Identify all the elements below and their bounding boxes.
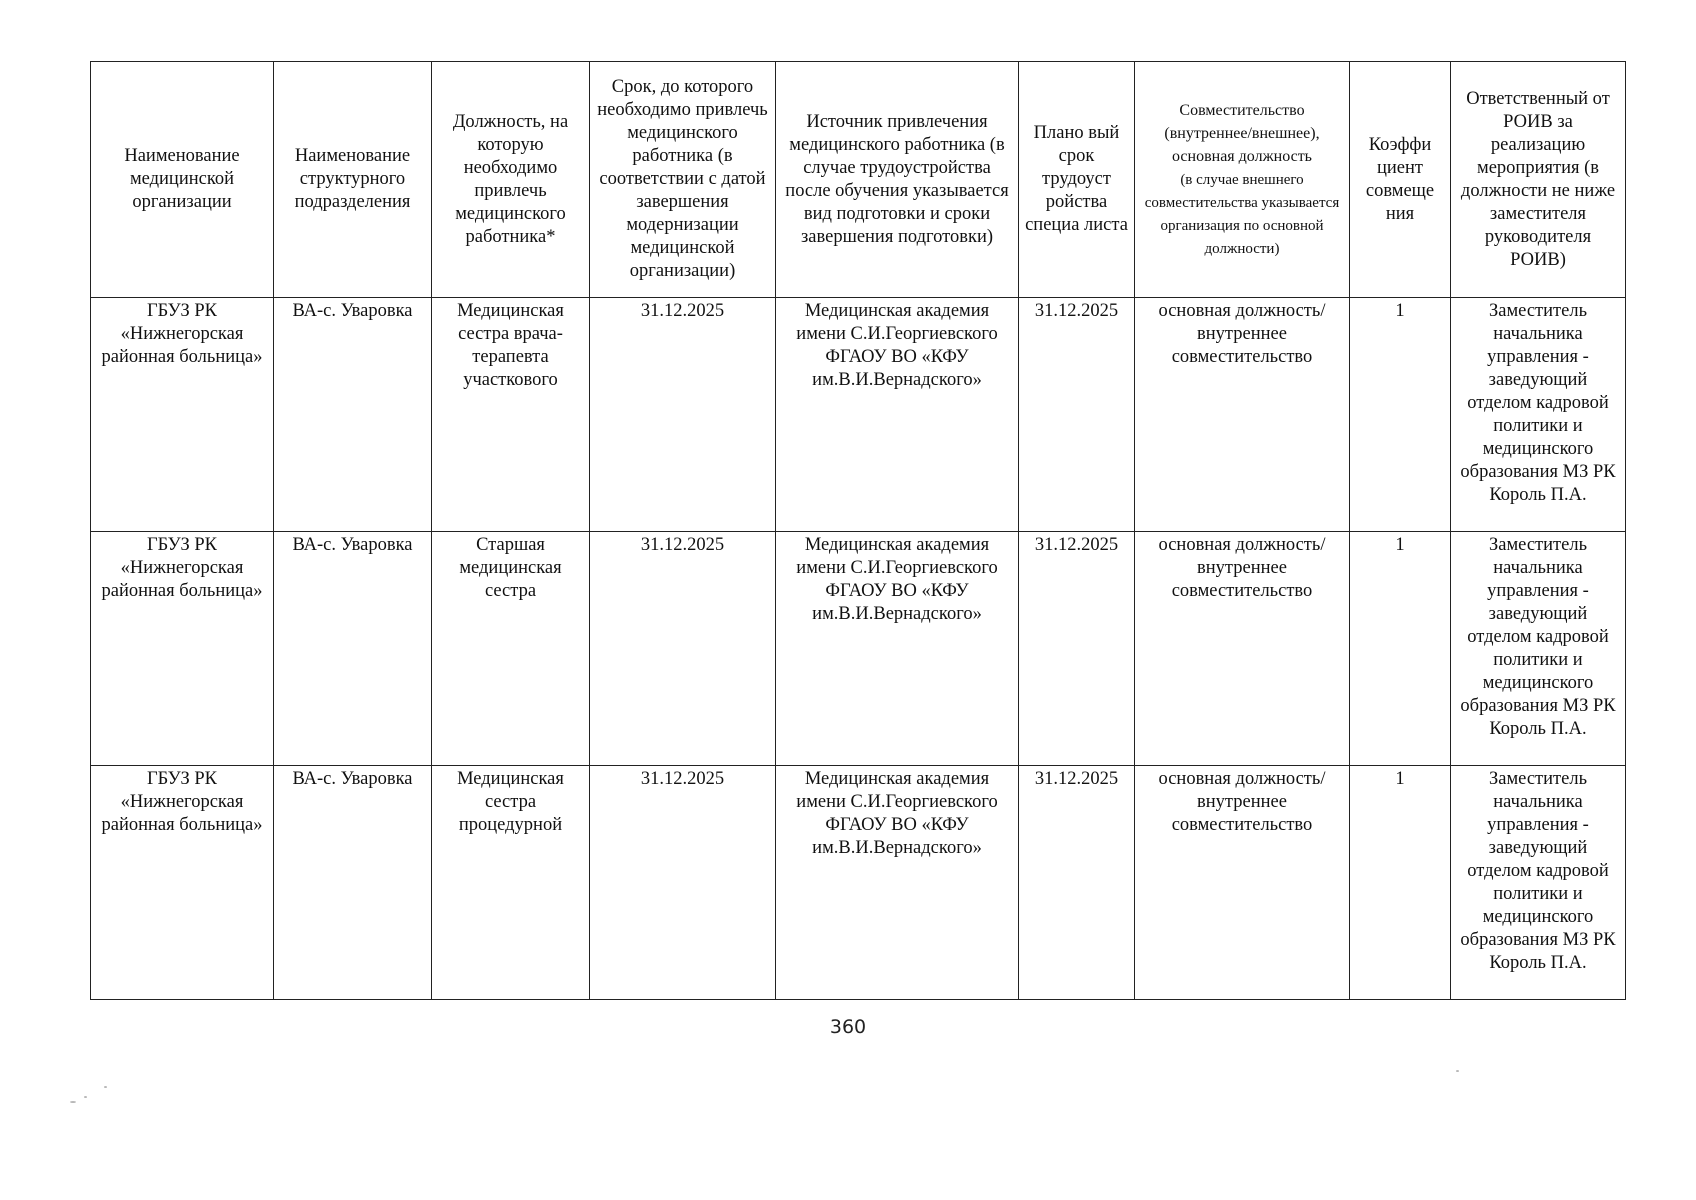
header-deadline: Срок, до которого необходимо привлечь медицинского работника (в соответствии с датой завершения модернизации медицинской организации) xyxy=(590,62,776,298)
cell-organization: ГБУЗ РК «Нижнегорская районная больница» xyxy=(91,766,274,1000)
cell-deadline: 31.12.2025 xyxy=(590,298,776,532)
scan-speck xyxy=(70,1101,76,1103)
cell-combination: основная должность/ внутреннее совместительство xyxy=(1135,766,1350,1000)
table-row xyxy=(91,532,1626,766)
header-organization: Наименование медицинской организации xyxy=(91,62,274,298)
cell-subdivision: ВА-с. Уваровка xyxy=(274,766,432,1000)
cell-coefficient: 1 xyxy=(1350,298,1451,532)
header-source: Источник привлечения медицинского работника (в случае трудоустройства после обучения указывается вид подготовки и сроки завершения подготовки) xyxy=(776,62,1019,298)
cell-planned-date: 31.12.2025 xyxy=(1019,766,1135,1000)
header-responsible: Ответственный от РОИВ за реализацию мероприятия (в должности не ниже заместителя руководителя РОИВ) xyxy=(1451,62,1626,298)
cell-responsible: Заместитель начальника управления - заведующий отделом кадровой политики и медицинского образования МЗ РК Король П.А. xyxy=(1451,532,1626,766)
scan-speck xyxy=(104,1086,107,1088)
cell-coefficient: 1 xyxy=(1350,766,1451,1000)
cell-position: Медицинская сестра врача-терапевта участкового xyxy=(432,298,590,532)
cell-combination: основная должность/ внутреннее совместительство xyxy=(1135,298,1350,532)
cell-position: Медицинская сестра процедурной xyxy=(432,766,590,1000)
page-number: 360 xyxy=(829,1016,867,1038)
cell-source: Медицинская академия имени С.И.Георгиевского ФГАОУ ВО «КФУ им.В.И.Вернадского» xyxy=(776,298,1019,532)
table-row xyxy=(91,298,1626,532)
cell-coefficient: 1 xyxy=(1350,532,1451,766)
cell-planned-date: 31.12.2025 xyxy=(1019,532,1135,766)
scan-speck xyxy=(1456,1070,1459,1072)
cell-organization: ГБУЗ РК «Нижнегорская районная больница» xyxy=(91,298,274,532)
scan-speck xyxy=(84,1096,87,1098)
table-header-row xyxy=(91,62,1626,298)
header-combination-main: Совместительство (внутреннее/внешнее), основная должность xyxy=(1164,102,1320,165)
header-planned-date: Плано вый срок трудоуст ройства специа листа xyxy=(1019,62,1135,298)
cell-planned-date: 31.12.2025 xyxy=(1019,298,1135,532)
cell-responsible: Заместитель начальника управления - заведующий отделом кадровой политики и медицинского образования МЗ РК Король П.А. xyxy=(1451,766,1626,1000)
cell-responsible: Заместитель начальника управления - заведующий отделом кадровой политики и медицинского образования МЗ РК Король П.А. xyxy=(1451,298,1626,532)
header-coefficient: Коэффи циент совмеще ния xyxy=(1350,62,1451,298)
cell-source: Медицинская академия имени С.И.Георгиевского ФГАОУ ВО «КФУ им.В.И.Вернадского» xyxy=(776,532,1019,766)
cell-subdivision: ВА-с. Уваровка xyxy=(274,532,432,766)
cell-organization: ГБУЗ РК «Нижнегорская районная больница» xyxy=(91,532,274,766)
staffing-table xyxy=(90,61,1626,1000)
header-position: Должность, на которую необходимо привлечь медицинского работника* xyxy=(432,62,590,298)
header-combination-note: (в случае внешнего совместительства указывается организация по основной должности) xyxy=(1144,172,1340,257)
cell-deadline: 31.12.2025 xyxy=(590,766,776,1000)
cell-position: Старшая медицинская сестра xyxy=(432,532,590,766)
cell-deadline: 31.12.2025 xyxy=(590,532,776,766)
table-row xyxy=(91,766,1626,1000)
cell-combination: основная должность/ внутреннее совместительство xyxy=(1135,532,1350,766)
cell-source: Медицинская академия имени С.И.Георгиевского ФГАОУ ВО «КФУ им.В.И.Вернадского» xyxy=(776,766,1019,1000)
header-combination xyxy=(1135,62,1350,298)
header-subdivision: Наименование структурного подразделения xyxy=(274,62,432,298)
cell-subdivision: ВА-с. Уваровка xyxy=(274,298,432,532)
